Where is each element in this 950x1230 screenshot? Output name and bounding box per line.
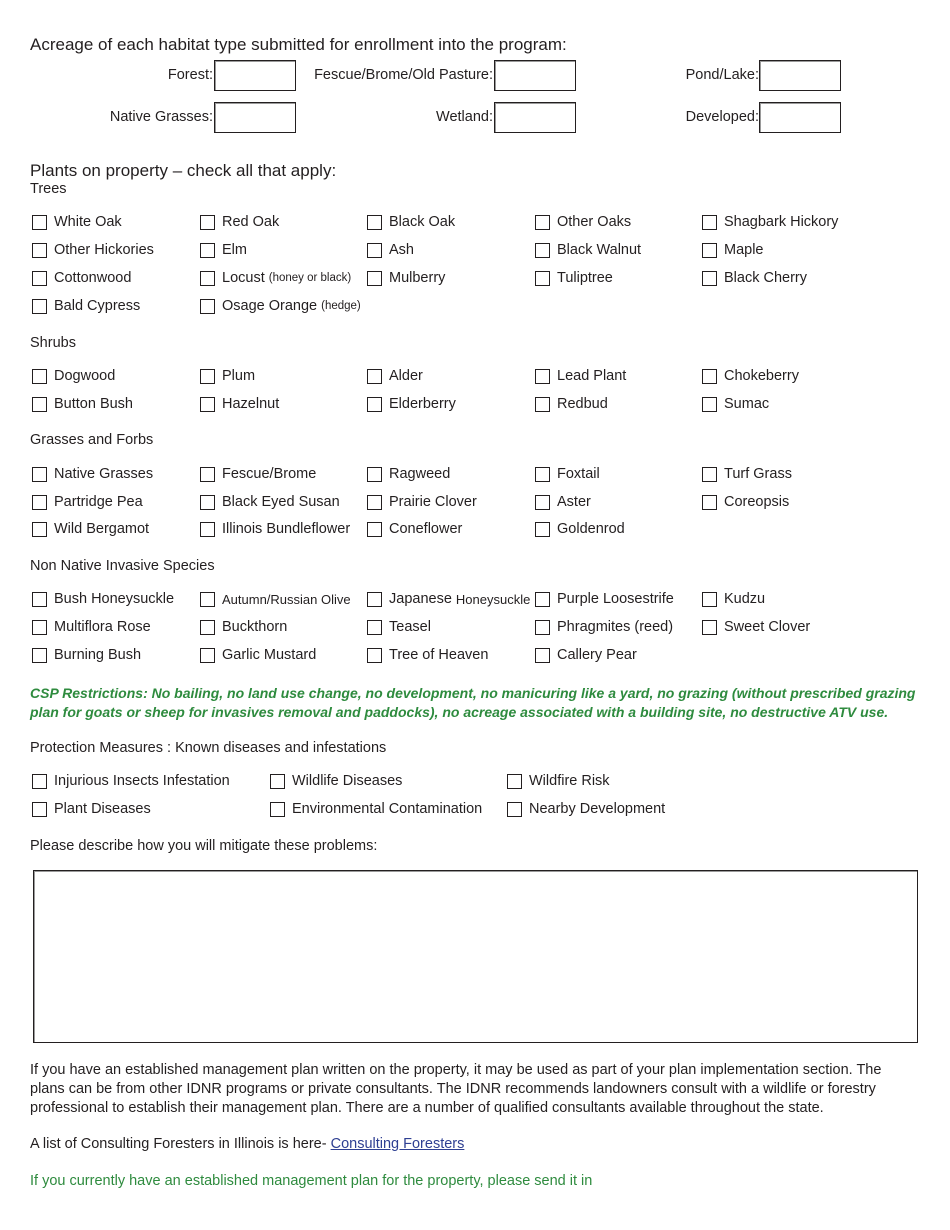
checkbox-label: Mulberry (389, 270, 446, 286)
checkbox-label: Phragmites (reed) (557, 619, 674, 635)
checkbox-item-illinois-bundleflower[interactable] (200, 519, 350, 539)
checkbox-item-elm[interactable] (200, 240, 247, 260)
checkbox-item-tree-of-heaven[interactable] (367, 645, 488, 665)
checkbox-label: Ragweed (389, 466, 451, 482)
plants-heading: Plants on property – check all that apply: (30, 161, 337, 180)
checkbox-label: Redbud (557, 396, 608, 412)
checkbox-label: Black Oak (389, 214, 456, 230)
checkbox-label: Tuliptree (557, 270, 613, 286)
checkbox-item-dogwood[interactable] (32, 366, 115, 386)
checkbox-label: Purple Loosestrife (557, 591, 674, 607)
checkbox[interactable] (535, 397, 550, 412)
checkbox-note: (hedge) (321, 300, 361, 312)
checkbox-item-goldenrod[interactable] (535, 519, 625, 539)
checkbox[interactable] (535, 215, 550, 230)
checkbox-note: (honey or black) (268, 272, 352, 284)
checkbox-item-environmental-contamination[interactable] (270, 799, 482, 819)
send-plan-note: If you currently have an established management plan for the property, please send it in (30, 1173, 593, 1189)
checkbox[interactable] (32, 774, 47, 789)
checkbox[interactable] (367, 592, 382, 607)
checkbox-item-wildfire-risk[interactable] (507, 771, 610, 791)
checkbox-item-mulberry[interactable] (367, 268, 445, 288)
checkbox[interactable] (32, 299, 47, 314)
checkbox[interactable] (702, 271, 717, 286)
grasses-label: Grasses and Forbs (30, 432, 154, 448)
checkbox-item-partridge-pea[interactable] (32, 492, 143, 512)
checkbox[interactable] (200, 369, 215, 384)
checkbox-label: Burning Bush (54, 647, 142, 663)
checkbox-label: Lead Plant (557, 368, 627, 384)
checkbox-label: Hazelnut (222, 396, 280, 412)
checkbox-item-red-oak[interactable] (200, 212, 279, 232)
checkbox-item-other-oaks[interactable] (535, 212, 631, 232)
checkbox[interactable] (32, 495, 47, 510)
checkbox-label: Autumn/Russian Olive (222, 591, 351, 607)
checkbox[interactable] (32, 802, 47, 817)
native-grasses-acreage-input[interactable] (214, 102, 296, 133)
checkbox-item-chokeberry[interactable] (702, 366, 799, 386)
checkbox-item-button-bush[interactable] (32, 394, 133, 414)
checkbox-item-burning-bush[interactable] (32, 645, 141, 665)
checkbox-item-ash[interactable] (367, 240, 414, 260)
checkbox-item-white-oak[interactable] (32, 212, 122, 232)
acreage-heading: Acreage of each habitat type submitted for enrollment into the program: (30, 35, 567, 54)
checkbox-item-japanese-honeysuckle[interactable] (367, 589, 530, 609)
checkbox[interactable] (367, 369, 382, 384)
checkbox[interactable] (367, 215, 382, 230)
native-grasses-label: Native Grasses: (109, 109, 213, 125)
checkbox-label: Coreopsis (724, 494, 790, 510)
checkbox-item-callery-pear[interactable] (535, 645, 637, 665)
plan-paragraph: If you have an established management plan written on the property, it may be used as part of your plan implementation section. The plans can be from other IDNR programs or private consultants. The IDNR recommends landowners consult with a wildlife or forestry professional to establish their management plan. There are a number of qualified consultants available throughout the state. (30, 1062, 882, 1116)
checkbox-label: Callery Pear (557, 647, 637, 663)
shrubs-label: Shrubs (30, 335, 76, 351)
checkbox[interactable] (200, 215, 215, 230)
checkbox-item-bush-honeysuckle[interactable] (32, 589, 174, 609)
checkbox[interactable] (200, 592, 215, 607)
checkbox-label: Cottonwood (54, 270, 132, 286)
checkbox-label: Kudzu (724, 591, 766, 607)
checkbox-label: Red Oak (222, 214, 280, 230)
checkbox-label: Black Cherry (724, 270, 807, 286)
pond-label: Pond/Lake: (685, 67, 759, 83)
checkbox-label: Buckthorn (222, 619, 288, 635)
developed-label: Developed: (685, 109, 759, 125)
checkbox-item-tuliptree[interactable] (535, 268, 613, 288)
checkbox[interactable] (200, 620, 215, 635)
checkbox-label: Illinois Bundleflower (222, 521, 351, 537)
wetland-acreage-input[interactable] (494, 102, 576, 133)
checkbox[interactable] (200, 271, 215, 286)
checkbox[interactable] (32, 592, 47, 607)
checkbox-item-wild-bergamot[interactable] (32, 519, 149, 539)
checkbox[interactable] (367, 243, 382, 258)
checkbox-label: Injurious Insects Infestation (54, 773, 230, 789)
checkbox[interactable] (32, 620, 47, 635)
protection-label: Protection Measures : Known diseases and infestations (30, 740, 387, 756)
checkbox-item-alder[interactable] (367, 366, 423, 386)
checkbox[interactable] (702, 495, 717, 510)
checkbox[interactable] (535, 648, 550, 663)
checkbox[interactable] (32, 243, 47, 258)
checkbox-item-elderberry[interactable] (367, 394, 456, 414)
checkbox-label: Maple (724, 242, 764, 258)
forest-acreage-input[interactable] (214, 60, 296, 91)
checkbox-label: Elm (222, 242, 247, 258)
checkbox-label: Japanese (389, 591, 452, 607)
checkbox[interactable] (535, 243, 550, 258)
checkbox[interactable] (200, 522, 215, 537)
checkbox-label: Foxtail (557, 466, 600, 482)
checkbox-item-foxtail[interactable] (535, 464, 600, 484)
checkbox-label: Wildfire Risk (529, 773, 610, 789)
checkbox-label: Coneflower (389, 521, 463, 537)
mitigation-textarea[interactable] (33, 870, 918, 1043)
checkbox-item-turf-grass[interactable] (702, 464, 792, 484)
checkbox-item-injurious-insects-infestation[interactable] (32, 771, 230, 791)
checkbox[interactable] (32, 369, 47, 384)
checkbox-item-fescue-brome[interactable] (200, 464, 316, 484)
checkbox[interactable] (702, 397, 717, 412)
checkbox-label: Native Grasses (54, 466, 154, 482)
pond-acreage-input[interactable] (759, 60, 841, 91)
checkbox-item-native-grasses[interactable] (32, 464, 153, 484)
checkbox-label: Dogwood (54, 368, 116, 384)
checkbox-label: Garlic Mustard (222, 647, 317, 663)
checkbox[interactable] (367, 397, 382, 412)
checkbox-item-phragmites-reed[interactable] (535, 617, 673, 637)
checkbox-item-multiflora-rose[interactable] (32, 617, 151, 637)
checkbox-label: Wild Bergamot (54, 521, 150, 537)
checkbox[interactable] (507, 802, 522, 817)
checkbox-item-maple[interactable] (702, 240, 764, 260)
checkbox-item-sumac[interactable] (702, 394, 769, 414)
checkbox[interactable] (200, 648, 215, 663)
checkbox-label: Other Hickories (54, 242, 154, 258)
checkbox-item-black-eyed-susan[interactable] (200, 492, 340, 512)
checkbox-item-shagbark-hickory[interactable] (702, 212, 838, 232)
trees-label: Trees (30, 181, 67, 197)
wetland-label: Wetland: (436, 109, 493, 125)
checkbox-label: Elderberry (389, 396, 456, 412)
checkbox[interactable] (507, 774, 522, 789)
checkbox[interactable] (702, 369, 717, 384)
checkbox-label: Wildlife Diseases (292, 773, 403, 789)
checkbox-item-buckthorn[interactable] (200, 617, 287, 637)
developed-acreage-input[interactable] (759, 102, 841, 133)
forest-label: Forest: (167, 67, 213, 83)
invasive-label: Non Native Invasive Species (30, 558, 215, 574)
checkbox[interactable] (200, 495, 215, 510)
checkbox-label: Bush Honeysuckle (54, 591, 175, 607)
checkbox[interactable] (200, 299, 215, 314)
checkbox-item-osage-orange[interactable] (200, 296, 361, 316)
checkbox[interactable] (702, 620, 717, 635)
checkbox[interactable] (702, 467, 717, 482)
checkbox-item-lead-plant[interactable] (535, 366, 626, 386)
checkbox-label: Alder (389, 368, 423, 384)
checkbox[interactable] (367, 620, 382, 635)
checkbox-label: Sumac (724, 396, 770, 412)
checkbox-item-purple-loosestrife[interactable] (535, 589, 674, 609)
checkbox-label: Black Walnut (557, 242, 642, 258)
checkbox-item-kudzu[interactable] (702, 589, 765, 609)
checkbox-label: Environmental Contamination (292, 801, 483, 817)
checkbox[interactable] (32, 467, 47, 482)
checkbox-label: Nearby Development (529, 801, 666, 817)
checkbox[interactable] (535, 495, 550, 510)
checkbox-label: Teasel (389, 619, 431, 635)
mitigate-label: Please describe how you will mitigate these problems: (30, 838, 378, 854)
checkbox[interactable] (32, 215, 47, 230)
checkbox-label: Chokeberry (724, 368, 799, 384)
checkbox[interactable] (535, 620, 550, 635)
checkbox-label: Button Bush (54, 396, 133, 412)
checkbox-item-black-walnut[interactable] (535, 240, 641, 260)
checkbox[interactable] (200, 397, 215, 412)
checkbox[interactable] (270, 802, 285, 817)
checkbox[interactable] (702, 592, 717, 607)
checkbox[interactable] (367, 648, 382, 663)
checkbox[interactable] (702, 215, 717, 230)
checkbox[interactable] (200, 467, 215, 482)
checkbox-item-coneflower[interactable] (367, 519, 462, 539)
checkbox-item-aster[interactable] (535, 492, 591, 512)
checkbox-label-suffix: Honeysuckle (455, 591, 531, 607)
checkbox-label: Osage Orange (222, 298, 318, 314)
checkbox-item-nearby-development[interactable] (507, 799, 665, 819)
checkbox-item-wildlife-diseases[interactable] (270, 771, 402, 791)
checkbox-label: Ash (389, 242, 414, 258)
checkbox-label: Goldenrod (557, 521, 625, 537)
checkbox-label: Partridge Pea (54, 494, 143, 510)
foresters-line (30, 1136, 464, 1152)
checkbox-label: Locust (222, 270, 265, 286)
checkbox-item-plant-diseases[interactable] (32, 799, 151, 819)
fescue-label: Fescue/Brome/Old Pasture: (314, 67, 493, 83)
checkbox-item-locust[interactable] (200, 268, 351, 288)
csp-restrictions: CSP Restrictions: No bailing, no land use change, no development, no manicuring like a yard, no grazing (without prescribed grazing plan for goats or sheep for invasives removal and paddocks), no acreage associated with a building site, no destructive ATV use. (30, 685, 916, 720)
checkbox-label: Aster (557, 494, 591, 510)
checkbox-item-teasel[interactable] (367, 617, 431, 637)
checkbox[interactable] (367, 271, 382, 286)
checkbox-label: Tree of Heaven (389, 647, 489, 663)
checkbox[interactable] (200, 243, 215, 258)
checkbox[interactable] (535, 522, 550, 537)
checkbox[interactable] (32, 397, 47, 412)
checkbox[interactable] (270, 774, 285, 789)
checkbox[interactable] (367, 467, 382, 482)
checkbox-item-hazelnut[interactable] (200, 394, 279, 414)
checkbox-item-redbud[interactable] (535, 394, 608, 414)
checkbox-item-other-hickories[interactable] (32, 240, 154, 260)
checkbox-item-plum[interactable] (200, 366, 255, 386)
checkbox-item-cottonwood[interactable] (32, 268, 131, 288)
checkbox[interactable] (32, 522, 47, 537)
checkbox-label: Other Oaks (557, 214, 632, 230)
checkbox[interactable] (367, 522, 382, 537)
checkbox-item-coreopsis[interactable] (702, 492, 789, 512)
checkbox-item-autumn-russian-olive[interactable] (200, 589, 351, 609)
checkbox-label: Black Eyed Susan (222, 494, 340, 510)
checkbox-item-ragweed[interactable] (367, 464, 450, 484)
checkbox-label: Plant Diseases (54, 801, 151, 817)
checkbox-label: Fescue/Brome (222, 466, 317, 482)
checkbox[interactable] (535, 467, 550, 482)
consulting-foresters-link[interactable]: Consulting Foresters (330, 1136, 465, 1152)
checkbox[interactable] (702, 243, 717, 258)
checkbox[interactable] (535, 369, 550, 384)
checkbox-label: Sweet Clover (724, 619, 811, 635)
checkbox-item-black-oak[interactable] (367, 212, 455, 232)
checkbox-label: White Oak (54, 214, 122, 230)
checkbox[interactable] (32, 648, 47, 663)
checkbox[interactable] (32, 271, 47, 286)
checkbox-label: Prairie Clover (389, 494, 477, 510)
checkbox-label: Multiflora Rose (54, 619, 151, 635)
foresters-text: A list of Consulting Foresters in Illinois is here- (30, 1136, 331, 1152)
fescue-acreage-input[interactable] (494, 60, 576, 91)
checkbox-item-garlic-mustard[interactable] (200, 645, 316, 665)
checkbox-item-sweet-clover[interactable] (702, 617, 810, 637)
checkbox-item-bald-cypress[interactable] (32, 296, 140, 316)
checkbox-item-prairie-clover[interactable] (367, 492, 477, 512)
checkbox-label: Shagbark Hickory (724, 214, 839, 230)
checkbox-item-black-cherry[interactable] (702, 268, 807, 288)
checkbox-label: Turf Grass (724, 466, 792, 482)
checkbox-label: Bald Cypress (54, 298, 141, 314)
checkbox-label: Plum (222, 368, 256, 384)
checkbox[interactable] (535, 592, 550, 607)
checkbox[interactable] (367, 495, 382, 510)
checkbox[interactable] (535, 271, 550, 286)
